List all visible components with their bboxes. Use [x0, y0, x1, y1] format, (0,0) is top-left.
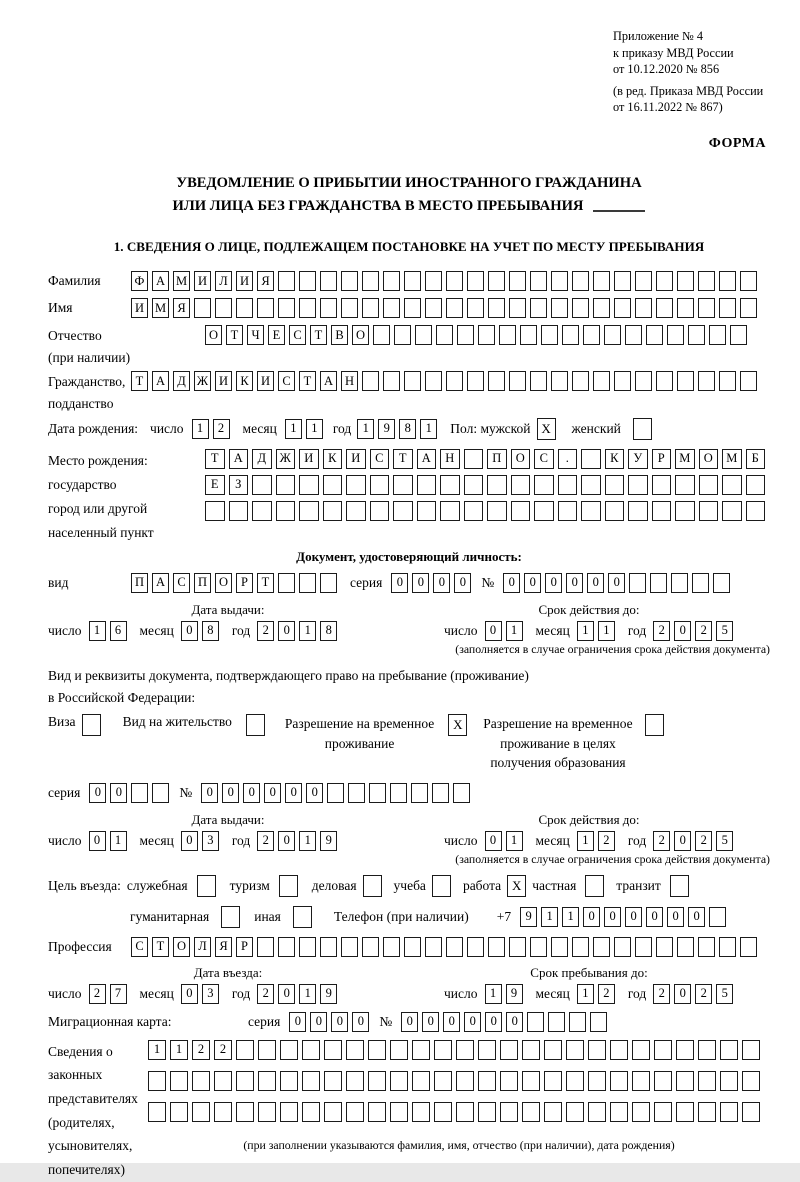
purpose-tourism-checkbox[interactable]	[279, 875, 298, 897]
purpose-study-checkbox[interactable]	[432, 875, 451, 897]
residence-doc-series-row	[48, 783, 770, 803]
residence-doc-options-row	[48, 714, 770, 773]
entry-date	[48, 984, 408, 1004]
entry-date-headers	[48, 965, 770, 981]
temp-residence-label-line2: проживание	[324, 735, 395, 751]
birthplace-row2-cells[interactable]: Е З	[205, 475, 769, 495]
entry-day-cells[interactable]: 2 7	[89, 984, 131, 1004]
purpose-other-checkbox[interactable]	[293, 906, 312, 928]
id-issue-date	[48, 621, 408, 641]
visa-label: Виза	[48, 714, 76, 730]
stay-month-cells[interactable]: 1 2	[577, 984, 619, 1004]
res-date-headers	[48, 812, 770, 828]
phone-cells[interactable]: 9 1 1 0 0 0 0 0 0	[520, 907, 730, 927]
sex-female-label: женский	[571, 420, 621, 436]
visit-purpose-label: Цель въезда:	[48, 877, 121, 893]
migration-card-row	[48, 1012, 770, 1032]
profession-cells[interactable]: С Т О Л Я Р	[131, 937, 761, 957]
validity-note: (заполняется в случае ограничения срока действия документа)	[455, 641, 770, 656]
purpose-private-label: частная	[532, 877, 577, 893]
month-label: месяц	[535, 622, 570, 638]
res-valid-year-cells[interactable]: 2 0 2 5	[653, 831, 737, 851]
temp-residence-edu-line2: проживание в целях	[500, 735, 616, 751]
id-issue-year-cells[interactable]: 2 0 1 8	[257, 621, 341, 641]
doc-type-cells[interactable]: П А С П О Р Т	[131, 573, 341, 593]
month-label: месяц	[242, 420, 277, 436]
res-number-cells[interactable]: 0 0 0 0 0 0	[201, 783, 474, 803]
reps-label-line4: (родителях,	[48, 1114, 115, 1130]
migration-card-label: Миграционная карта:	[48, 1013, 172, 1029]
citizenship-cells[interactable]: Т А Д Ж И К И С Т А Н	[131, 371, 761, 391]
page-title	[48, 172, 770, 217]
birthplace-block	[48, 449, 770, 545]
patronymic-row	[48, 325, 770, 368]
series-label: серия	[350, 574, 383, 590]
id-series-cells[interactable]: 0 0 0 0	[391, 573, 475, 593]
reps-label-line1: Сведения о	[48, 1043, 113, 1059]
birthplace-label-line2: государство	[48, 476, 117, 492]
phone-label: Телефон (при наличии)	[333, 908, 469, 924]
temp-residence-label-line1: Разрешение на временное	[284, 716, 435, 732]
year-label: год	[627, 985, 647, 1001]
stay-until-date	[444, 984, 746, 1004]
name-label: Имя	[48, 300, 73, 316]
birthplace-row3-cells[interactable]	[205, 501, 769, 521]
issue-date-header: Дата выдачи:	[191, 811, 265, 827]
patronymic-cells[interactable]: О Т Ч Е С Т В О	[205, 325, 751, 345]
reps-row2-cells[interactable]	[148, 1071, 764, 1091]
residence-doc-line1: Вид и реквизиты документа, подтверждающего право на пребывание (проживание)	[48, 667, 529, 683]
visa-checkbox[interactable]	[82, 714, 101, 736]
citizenship-label	[48, 371, 131, 414]
purpose-official-checkbox[interactable]	[197, 875, 216, 897]
temp-residence-checkbox[interactable]: X	[448, 714, 467, 736]
month-label: месяц	[139, 622, 174, 638]
issue-date-header: Дата выдачи:	[191, 601, 265, 617]
day-label: число	[444, 985, 478, 1001]
day-label: число	[48, 985, 82, 1001]
header-line: (в ред. Приказа МВД России	[613, 83, 764, 98]
birth-month-cells[interactable]: 1 1	[285, 419, 327, 439]
representatives-block	[48, 1040, 770, 1182]
year-label: год	[627, 832, 647, 848]
entry-dates-row	[48, 984, 770, 1004]
year-label: год	[231, 622, 251, 638]
number-label: №	[481, 574, 495, 590]
id-dates-row	[48, 621, 770, 641]
surname-cells[interactable]: Ф А М И Л И Я	[131, 271, 761, 291]
reps-label-line2: законных	[48, 1067, 103, 1083]
identity-doc-row	[48, 573, 770, 593]
number-label: №	[379, 1013, 393, 1029]
year-label: год	[332, 420, 352, 436]
citizenship-label-line2: подданство	[48, 395, 114, 411]
stay-until-header: Срок пребывания до:	[530, 964, 648, 980]
day-label: число	[150, 420, 184, 436]
day-label: число	[444, 622, 478, 638]
series-label: серия	[48, 784, 81, 800]
title-line-2: ИЛИ ЛИЦА БЕЗ ГРАЖДАНСТВА В МЕСТО ПРЕБЫВАНИЯ	[172, 197, 584, 214]
entry-month-cells[interactable]: 0 3	[181, 984, 223, 1004]
month-label: месяц	[535, 985, 570, 1001]
section1-heading: 1. СВЕДЕНИЯ О ЛИЦЕ, ПОДЛЕЖАЩЕМ ПОСТАНОВКЕ НА УЧЕТ ПО МЕСТУ ПРЕБЫВАНИЯ	[113, 239, 705, 255]
mig-series-cells[interactable]: 0 0 0 0	[289, 1012, 373, 1032]
patronymic-label-line1: Отчество	[48, 328, 102, 344]
birthplace-row1-cells[interactable]: Т А Д Ж И К И С Т А Н П О С . К У Р М О М Б	[205, 449, 769, 469]
sex-female-checkbox[interactable]	[633, 418, 652, 440]
birthdate-label: Дата рождения:	[48, 420, 139, 436]
month-label: месяц	[139, 832, 174, 848]
birthplace-label-line1: Место рождения:	[48, 452, 148, 468]
purpose-work-checkbox[interactable]: X	[507, 875, 526, 897]
name-cells[interactable]: И М Я	[131, 298, 761, 318]
form-label: ФОРМА	[708, 135, 766, 151]
stay-day-cells[interactable]: 1 9	[485, 984, 527, 1004]
entry-date-header: Дата въезда:	[193, 964, 263, 980]
purpose-business-label: деловая	[311, 877, 357, 893]
reps-label-line6: попечителях)	[48, 1161, 125, 1177]
purpose-second-row	[130, 906, 770, 928]
res-dates-row	[48, 831, 770, 851]
res-issue-month-cells[interactable]: 0 3	[181, 831, 223, 851]
id-valid-day-cells[interactable]: 0 1	[485, 621, 527, 641]
profession-label: Профессия	[48, 938, 112, 954]
month-label: месяц	[535, 832, 570, 848]
reps-row3-cells[interactable]	[148, 1102, 764, 1122]
id-number-cells[interactable]: 0 0 0 0 0 0	[503, 573, 734, 593]
reps-label-line5: усыновителях,	[48, 1138, 133, 1154]
temp-residence-label	[285, 714, 434, 753]
header-line: от 16.11.2022 № 867)	[613, 100, 723, 115]
sex-male-label: Пол: мужской	[450, 420, 531, 436]
id-issue-day-cells[interactable]: 1 6	[89, 621, 131, 641]
month-label: месяц	[139, 985, 174, 1001]
purpose-transit-checkbox[interactable]	[670, 875, 689, 897]
purpose-humanitarian-checkbox[interactable]	[221, 906, 240, 928]
birthdate-row	[48, 418, 770, 440]
header-line: к приказу МВД России	[613, 45, 734, 60]
res-issue-date	[48, 831, 408, 851]
res-series-cells[interactable]: 0 0	[89, 783, 173, 803]
id-issue-month-cells[interactable]: 0 8	[181, 621, 223, 641]
purpose-private-checkbox[interactable]	[585, 875, 604, 897]
mig-number-cells[interactable]: 0 0 0 0 0 0	[401, 1012, 611, 1032]
citizenship-label-line1: Гражданство,	[48, 374, 126, 390]
purpose-other-label: иная	[254, 908, 281, 924]
valid-until-header: Срок действия до:	[538, 811, 640, 827]
res-issue-day-cells[interactable]: 0 1	[89, 831, 131, 851]
year-label: год	[231, 832, 251, 848]
residence-doc-line2: в Российской Федерации:	[48, 689, 196, 705]
day-label: число	[48, 832, 82, 848]
entry-year-cells[interactable]: 2 0 1 9	[257, 984, 341, 1004]
representatives-label	[48, 1040, 148, 1182]
birth-year-cells[interactable]: 1 9 8 1	[357, 419, 441, 439]
purpose-transit-label: транзит	[616, 877, 661, 893]
res-issue-year-cells[interactable]: 2 0 1 9	[257, 831, 341, 851]
birthplace-label	[48, 449, 205, 545]
purpose-humanitarian-label: гуманитарная	[130, 908, 210, 924]
header-reference	[613, 28, 770, 116]
day-label: число	[444, 832, 478, 848]
surname-label: Фамилия	[48, 273, 101, 289]
purpose-official-label: служебная	[126, 877, 188, 893]
id-valid-date	[444, 621, 746, 641]
birthplace-label-line3: город или другой	[48, 500, 148, 516]
temp-residence-edu-checkbox[interactable]	[645, 714, 664, 736]
id-date-headers	[48, 602, 770, 618]
profession-row	[48, 937, 770, 957]
birthplace-label-line4: населенный пункт	[48, 524, 154, 540]
residence-permit-checkbox[interactable]	[246, 714, 265, 736]
sex-male-checkbox[interactable]: X	[537, 418, 556, 440]
identity-doc-heading: Документ, удостоверяющий личность:	[296, 548, 522, 564]
temp-residence-edu-label	[483, 714, 632, 773]
doc-type-label: вид	[48, 574, 69, 590]
visit-purpose-row	[48, 875, 770, 897]
birthplace-cells-block	[205, 449, 770, 527]
name-row	[48, 298, 770, 318]
id-valid-year-cells[interactable]: 2 0 2 5	[653, 621, 737, 641]
stay-year-cells[interactable]: 2 0 2 5	[653, 984, 737, 1004]
title-line-1: УВЕДОМЛЕНИЕ О ПРИБЫТИИ ИНОСТРАННОГО ГРАЖДАНИНА	[176, 174, 642, 191]
reps-row1-cells[interactable]: 1 1 2 2	[148, 1040, 764, 1060]
representatives-cells-block	[148, 1040, 770, 1153]
number-label: №	[179, 784, 193, 800]
birth-day-cells[interactable]: 1 2	[192, 419, 234, 439]
citizenship-row	[48, 371, 770, 414]
year-label: год	[231, 985, 251, 1001]
phone-prefix: +7	[496, 908, 512, 924]
temp-residence-edu-line1: Разрешение на временное	[483, 716, 633, 732]
patronymic-label	[48, 325, 205, 368]
header-line: от 10.12.2020 № 856	[613, 62, 720, 77]
id-valid-month-cells[interactable]: 1 1	[577, 621, 619, 641]
title-blank-underline	[593, 210, 645, 212]
purpose-tourism-label: туризм	[229, 877, 270, 893]
representatives-note: (при заполнении указываются фамилия, имя, отчество (при наличии), дата рождения)	[243, 1137, 675, 1152]
purpose-work-label: работа	[462, 877, 502, 893]
purpose-business-checkbox[interactable]	[363, 875, 382, 897]
series-label: серия	[248, 1013, 281, 1029]
valid-until-header: Срок действия до:	[538, 601, 640, 617]
temp-residence-edu-line3: получения образования	[490, 755, 626, 771]
residence-permit-label: Вид на жительство	[122, 714, 232, 730]
residence-doc-paragraph	[48, 665, 770, 710]
res-valid-day-cells[interactable]: 0 1	[485, 831, 527, 851]
res-valid-month-cells[interactable]: 1 2	[577, 831, 619, 851]
validity-note: (заполняется в случае ограничения срока действия документа)	[455, 851, 770, 866]
purpose-study-label: учеба	[393, 877, 426, 893]
header-line: Приложение № 4	[613, 29, 704, 43]
reps-label-line3: представителях	[48, 1091, 138, 1107]
surname-row	[48, 271, 770, 291]
day-label: число	[48, 622, 82, 638]
year-label: год	[627, 622, 647, 638]
patronymic-label-line2: (при наличии)	[48, 349, 131, 365]
res-valid-date	[444, 831, 746, 851]
